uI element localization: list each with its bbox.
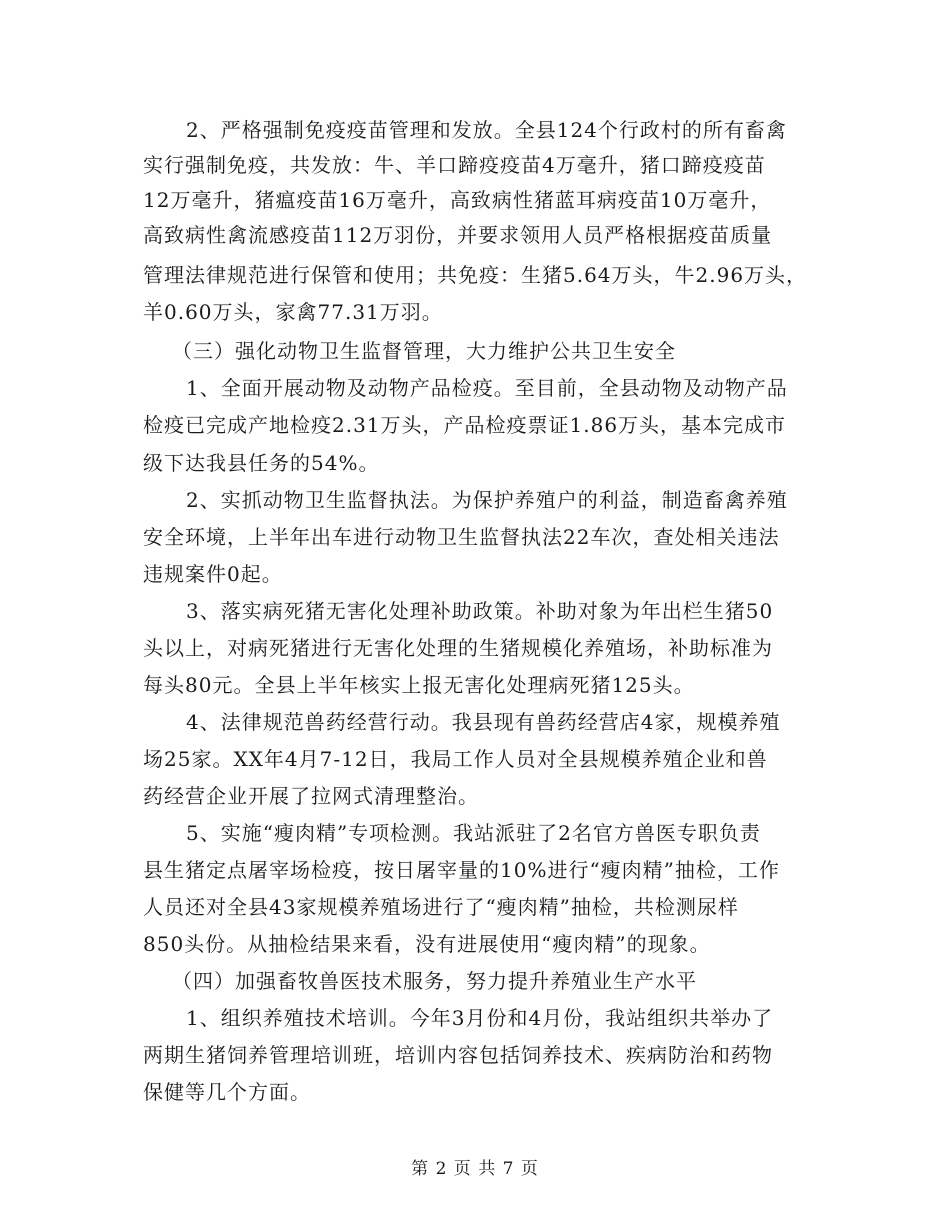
text-line: 1、组织养殖技术培训。今年3月份和4月份，我站组织共举办了	[186, 1006, 774, 1030]
text-line: 2、严格强制免疫疫苗管理和发放。全县124个行政村的所有畜禽	[186, 118, 787, 142]
text-line: 每头80元。全县上半年核实上报无害化处理病死猪125头。	[143, 673, 695, 697]
text-line: 850头份。从抽检结果来看，没有进展使用“瘦肉精”的现象。	[143, 932, 711, 956]
text-line: 安全环境，上半年出车进行动物卫生监督执法22车次，查处相关违法	[143, 525, 780, 549]
section-heading: （四）加强畜牧兽医技术服务，努力提升养殖业生产水平	[172, 969, 697, 993]
text-line: 实行强制免疫，共发放：牛、羊口蹄疫疫苗4万毫升，猪口蹄疫疫苗	[143, 153, 766, 177]
text-line: 12万毫升，猪瘟疫苗16万毫升，高致病性猪蓝耳病疫苗10万毫升，	[143, 188, 772, 212]
text-line: 保健等几个方面。	[143, 1080, 311, 1104]
text-line: 级下达我县任务的54%。	[143, 451, 380, 475]
text-line: 2、实抓动物卫生监督执法。为保护养殖户的利益，制造畜禽养殖	[186, 488, 788, 512]
text-line: 高致病性禽流感疫苗112万羽份，并要求领用人员严格根据疫苗质量	[143, 223, 773, 247]
text-line: 违规案件0起。	[143, 562, 283, 586]
text-line: 3、落实病死猪无害化处理补助政策。补助对象为年出栏生猪50	[186, 599, 774, 623]
text-line: 检疫已完成产地检疫2.31万头，产品检疫票证1.86万头，基本完成市	[143, 413, 787, 437]
text-line: 管理法律规范进行保管和使用；共免疫：生猪5.64万头，牛2.96万头，	[143, 263, 808, 287]
text-line: 两期生猪饲养管理培训班，培训内容包括饲养技术、疾病防治和药物	[143, 1043, 773, 1067]
page-number-footer: 第 2 页 共 7 页	[411, 1159, 539, 1179]
text-line: 头以上，对病死猪进行无害化处理的生猪规模化养殖场，补助标准为	[143, 636, 773, 660]
text-line: 5、实施“瘦肉精”专项检测。我站派驻了2名官方兽医专职负责	[186, 821, 761, 845]
text-line: 场25家。XX年4月7-12日，我局工作人员对全县规模养殖企业和兽	[143, 747, 768, 771]
text-line: 药经营企业开展了拉网式清理整治。	[143, 784, 479, 808]
text-line: 1、全面开展动物及动物产品检疫。至目前，全县动物及动物产品	[186, 376, 788, 400]
text-line: 县生猪定点屠宰场检疫，按日屠宰量的10%进行“瘦肉精”抽检，工作	[143, 858, 780, 882]
text-line: 4、法律规范兽药经营行动。我县现有兽药经营店4家，规模养殖	[186, 710, 781, 734]
text-line: 人员还对全县43家规模养殖场进行了“瘦肉精”抽检，共检测尿样	[143, 895, 739, 919]
text-line: 羊0.60万头，家禽77.31万羽。	[143, 300, 443, 324]
section-heading: （三）强化动物卫生监督管理，大力维护公共卫生安全	[172, 339, 676, 363]
